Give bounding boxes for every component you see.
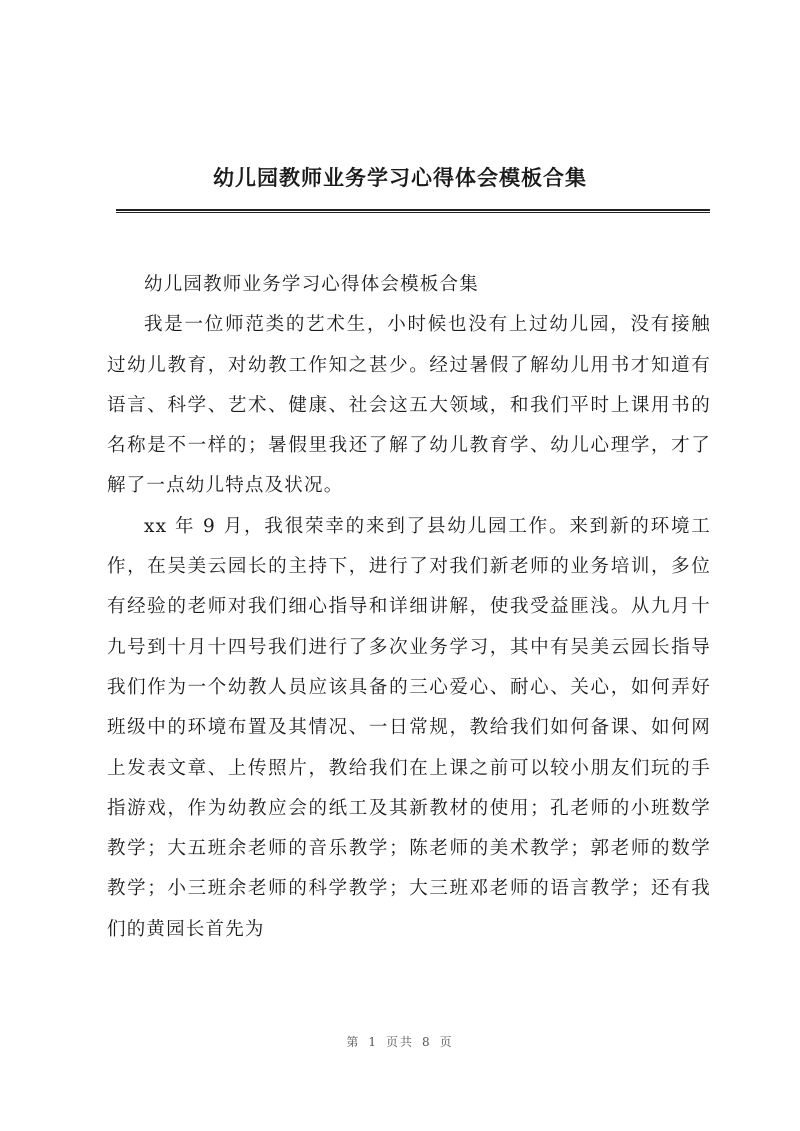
footer-middle: 页共 xyxy=(385,1035,414,1049)
title-divider xyxy=(116,209,710,213)
footer-total-pages: 8 xyxy=(422,1035,432,1049)
document-title: 幼儿园教师业务学习心得体会模板合集 xyxy=(213,165,587,190)
footer-page-number: 1 xyxy=(368,1035,378,1049)
page-footer xyxy=(0,1033,800,1050)
document-body xyxy=(107,265,711,950)
paragraph-intro: 我是一位师范类的艺术生，小时候也没有上过幼儿园，没有接触过幼儿教育，对幼教工作知之甚少。经过暑假了解幼儿用书才知道有语言、科学、艺术、健康、社会这五大领域，和我们平时上课用书的名称是不一样的；暑假里我还了解了幼儿教育学、幼儿心理学，才了解了一点幼儿特点及状况。 xyxy=(107,314,711,497)
paragraph-training: xx 年 9 月，我很荣幸的来到了县幼儿园工作。来到新的环境工作，在吴美云园长的主持下，进行了对我们新老师的业务培训，多位有经验的老师对我们细心指导和详细讲解，使我受益匪浅。从九月十九号到十月十四号我们进行了多次业务学习，其中有吴美云园长指导我们作为一个幼教人员应该具备的三心爱心、耐心、关心，如何弄好班级中的环境布置及其情况、一日常规，教给我们如何备课、如何网上发表文章、上传照片，教给我们在上课之前可以较小朋友们玩的手指游戏，作为幼教应会的纸工及其新教材的使用；孔老师的小班数学教学；大五班余老师的音乐教学；陈老师的美术教学；郭老师的数学教学；小三班余老师的科学教学；大三班邓老师的语言教学；还有我们的黄园长首先为 xyxy=(107,515,711,940)
footer-suffix: 页 xyxy=(439,1035,454,1049)
footer-prefix: 第 xyxy=(346,1035,361,1049)
paragraph-heading: 幼儿园教师业务学习心得体会模板合集 xyxy=(144,274,479,295)
